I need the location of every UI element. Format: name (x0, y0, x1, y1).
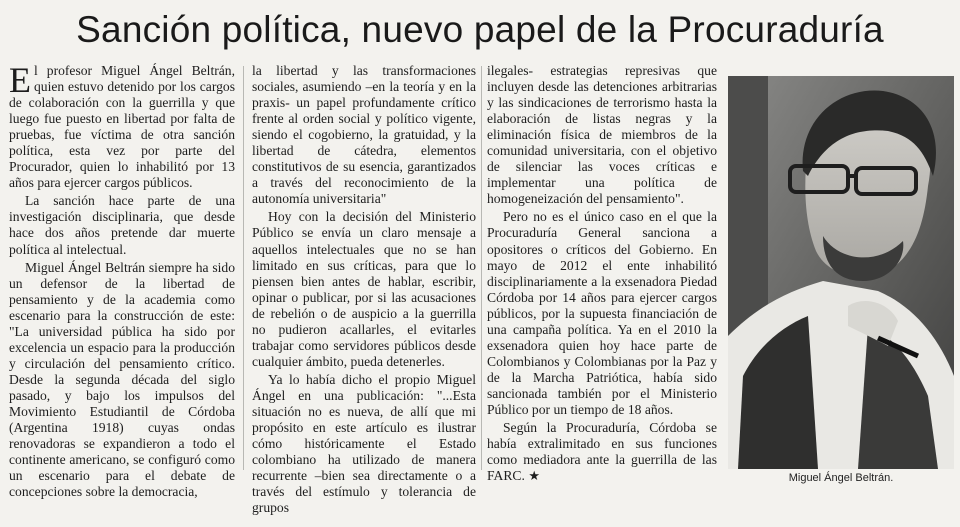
paragraph: Hoy con la decisión del Ministerio Público se envía un claro mensaje a aquellos intelectuales que no se han limitado en sus críticas, para que lo piensen bien antes de hablar, escribir, opinar o publicar, por si las acusaciones de rebelión o de auspicio a la guerrilla no pudieron acallarles, el evitarles trabajar como servidores públicos desde cualquier ámbito, pueda detenerles. (252, 209, 476, 369)
drop-cap: E (9, 60, 31, 100)
article-column-1 (9, 60, 235, 500)
paragraph (487, 420, 717, 484)
column-divider (243, 66, 244, 470)
article-headline: Sanción política, nuevo papel de la Procuraduría (76, 9, 884, 50)
paragraph: Ya lo había dicho el propio Miguel Ángel en una publicación: "...Esta situación no es nueva, de allí que mi propósito en este artículo es ilustrar cómo históricamente el Estado colombiano ha utilizado de manera recurrente –bien sea directamente o a través del estímulo y tolerancia de grupos (252, 371, 476, 516)
paragraph: Pero no es el único caso en el que la Procuraduría General sanciona a opositores o críticos del Gobierno. En mayo de 2012 el ente inhabilitó disciplinariamente a la exsenadora Piedad Córdoba por 14 años para ejercer cargos públicos, por la supuesta financiación de una campaña política. Ya en el 2010 la exsenadora quien hoy hace parte de Colombianos y Colombianas por la Paz y de la Marcha Patriótica, había sido sancionada también por el Ministerio Público por un tiempo de 18 años. (487, 209, 717, 417)
paragraph: ilegales- estrategias represivas que incluyen desde las detenciones arbitrarias y las sindicaciones de terrorismo hasta la elaboración de listas negras y la eliminación física de miembros de la comunidad universitaria, con el objetivo de silenciar las voces críticas e implementar una política de homogeneización del pensamiento". (487, 63, 717, 207)
portrait-illustration (728, 76, 954, 469)
portrait-photo (728, 76, 954, 469)
article-column-3 (487, 63, 717, 484)
photo-caption: Miguel Ángel Beltrán. (788, 472, 894, 484)
column-divider (481, 66, 482, 470)
paragraph-text: l profesor Miguel Ángel Beltrán, quien estuvo detenido por los cargos de colaboración con la guerrilla y que luego fue puesto en libertad por falta de pruebas, fue víctima de otra sanción política, esta vez por parte del Procurador, quien lo inhabilitó por 13 años para ejercer cargos públicos. (9, 63, 235, 191)
paragraph: la libertad y las transformaciones sociales, asumiendo –en la teoría y en la praxis- un papel profundamente crítico frente al orden social y político vigente, siendo el cogobierno, la gratuidad, y la libertad de cátedra, elementos constitutivos de su esencia, garantizados a través del reconocimiento de la autonomía universitaria" (252, 63, 476, 207)
paragraph (9, 60, 235, 191)
paragraph: Miguel Ángel Beltrán siempre ha sido un defensor de la libertad de pensamiento y de la academia como escenario para la construcción de este: "La universidad pública ha sido por excelencia un espacio para la producción y circulación del pensamiento crítico. Desde la segunda década del siglo pasado, y bajo los impulsos del Movimiento Estudiantil de Córdoba (Argentina 1918) cuyas ondas renovadoras se expandieron a todo el continente americano, se configuró como un escenario para el debate de concepciones sobre la democracia, (9, 259, 235, 500)
article-column-2 (252, 63, 476, 516)
paragraph: La sanción hace parte de una investigación disciplinaria, que desde hace dos años pretende dar muerte política al intelectual. (9, 193, 235, 257)
paragraph-text: Según la Procuraduría, Córdoba se había extralimitado en sus funciones como mediadora ante la guerrilla de las FARC. (487, 420, 717, 484)
end-mark-star-icon: ★ (528, 468, 540, 484)
